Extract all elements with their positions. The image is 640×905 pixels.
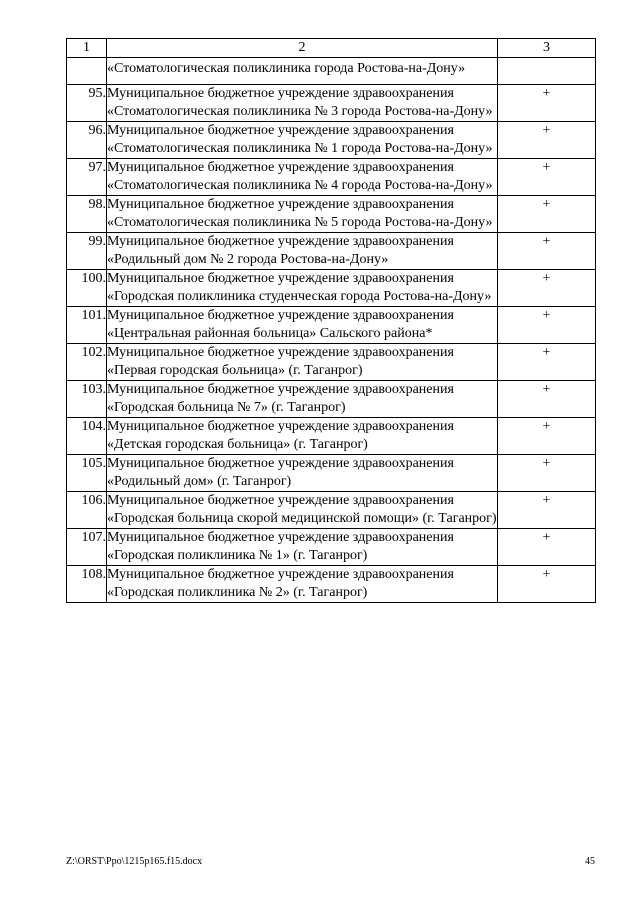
table-row: [67, 492, 596, 529]
row-name: Муниципальное бюджетное учреждение здравоохранения «Центральная районная больница» Сальского района*: [107, 307, 498, 344]
row-number: 106.: [67, 492, 107, 529]
row-mark: +: [498, 344, 596, 381]
row-mark: +: [498, 418, 596, 455]
table-row: [67, 233, 596, 270]
row-name: Муниципальное бюджетное учреждение здравоохранения «Городская поликлиника № 1» (г. Таганрог): [107, 529, 498, 566]
row-mark: +: [498, 85, 596, 122]
footer-page-number: 45: [585, 856, 595, 867]
row-number: 103.: [67, 381, 107, 418]
table-row: [67, 122, 596, 159]
row-mark: +: [498, 455, 596, 492]
row-mark: +: [498, 270, 596, 307]
row-number: 105.: [67, 455, 107, 492]
table-row: [67, 418, 596, 455]
row-number: [67, 58, 107, 85]
table-header-row: [67, 39, 596, 58]
table-row: [67, 196, 596, 233]
row-name: Муниципальное бюджетное учреждение здравоохранения «Стоматологическая поликлиника № 3 города Ростова-на-Дону»: [107, 85, 498, 122]
row-mark: +: [498, 492, 596, 529]
row-number: 96.: [67, 122, 107, 159]
row-mark: +: [498, 233, 596, 270]
row-number: 102.: [67, 344, 107, 381]
table-row: [67, 566, 596, 603]
row-name: Муниципальное бюджетное учреждение здравоохранения «Родильный дом № 2 города Ростова-на-Дону»: [107, 233, 498, 270]
institutions-table: [66, 38, 596, 603]
table-rows: [67, 85, 596, 603]
row-number: 104.: [67, 418, 107, 455]
row-number: 100.: [67, 270, 107, 307]
row-name: Муниципальное бюджетное учреждение здравоохранения «Городская поликлиника студенческая города Ростова-на-Дону»: [107, 270, 498, 307]
row-name: «Стоматологическая поликлиника города Ростова-на-Дону»: [107, 58, 498, 85]
row-number: 95.: [67, 85, 107, 122]
header-col-2: 2: [107, 39, 498, 58]
row-mark: [498, 58, 596, 85]
row-name: Муниципальное бюджетное учреждение здравоохранения «Родильный дом» (г. Таганрог): [107, 455, 498, 492]
row-mark: +: [498, 566, 596, 603]
table-row: [67, 455, 596, 492]
table-row: [67, 381, 596, 418]
table-row: [67, 159, 596, 196]
row-mark: +: [498, 196, 596, 233]
row-name: Муниципальное бюджетное учреждение здравоохранения «Городская больница скорой медицинской помощи» (г. Таганрог): [107, 492, 498, 529]
row-name: Муниципальное бюджетное учреждение здравоохранения «Стоматологическая поликлиника № 4 города Ростова-на-Дону»: [107, 159, 498, 196]
row-number: 99.: [67, 233, 107, 270]
row-number: 107.: [67, 529, 107, 566]
row-name: Муниципальное бюджетное учреждение здравоохранения «Первая городская больница» (г. Таганрог): [107, 344, 498, 381]
row-mark: +: [498, 381, 596, 418]
row-name: Муниципальное бюджетное учреждение здравоохранения «Стоматологическая поликлиника № 5 города Ростова-на-Дону»: [107, 196, 498, 233]
row-name: Муниципальное бюджетное учреждение здравоохранения «Городская поликлиника № 2» (г. Таганрог): [107, 566, 498, 603]
table-row: [67, 529, 596, 566]
row-number: 108.: [67, 566, 107, 603]
row-number: 98.: [67, 196, 107, 233]
footer-file-path: Z:\ORST\Ppo\1215p165.f15.docx: [66, 856, 203, 867]
row-mark: +: [498, 529, 596, 566]
row-mark: +: [498, 307, 596, 344]
header-col-3: 3: [498, 39, 596, 58]
row-mark: +: [498, 159, 596, 196]
row-number: 101.: [67, 307, 107, 344]
row-number: 97.: [67, 159, 107, 196]
table-row: [67, 344, 596, 381]
row-name: Муниципальное бюджетное учреждение здравоохранения «Городская больница № 7» (г. Таганрог): [107, 381, 498, 418]
row-name: Муниципальное бюджетное учреждение здравоохранения «Детская городская больница» (г. Таганрог): [107, 418, 498, 455]
table-row-continuation: [67, 58, 596, 85]
header-col-1: 1: [67, 39, 107, 58]
row-mark: +: [498, 122, 596, 159]
table-row: [67, 85, 596, 122]
row-name: Муниципальное бюджетное учреждение здравоохранения «Стоматологическая поликлиника № 1 города Ростова-на-Дону»: [107, 122, 498, 159]
table-row: [67, 307, 596, 344]
table-row: [67, 270, 596, 307]
